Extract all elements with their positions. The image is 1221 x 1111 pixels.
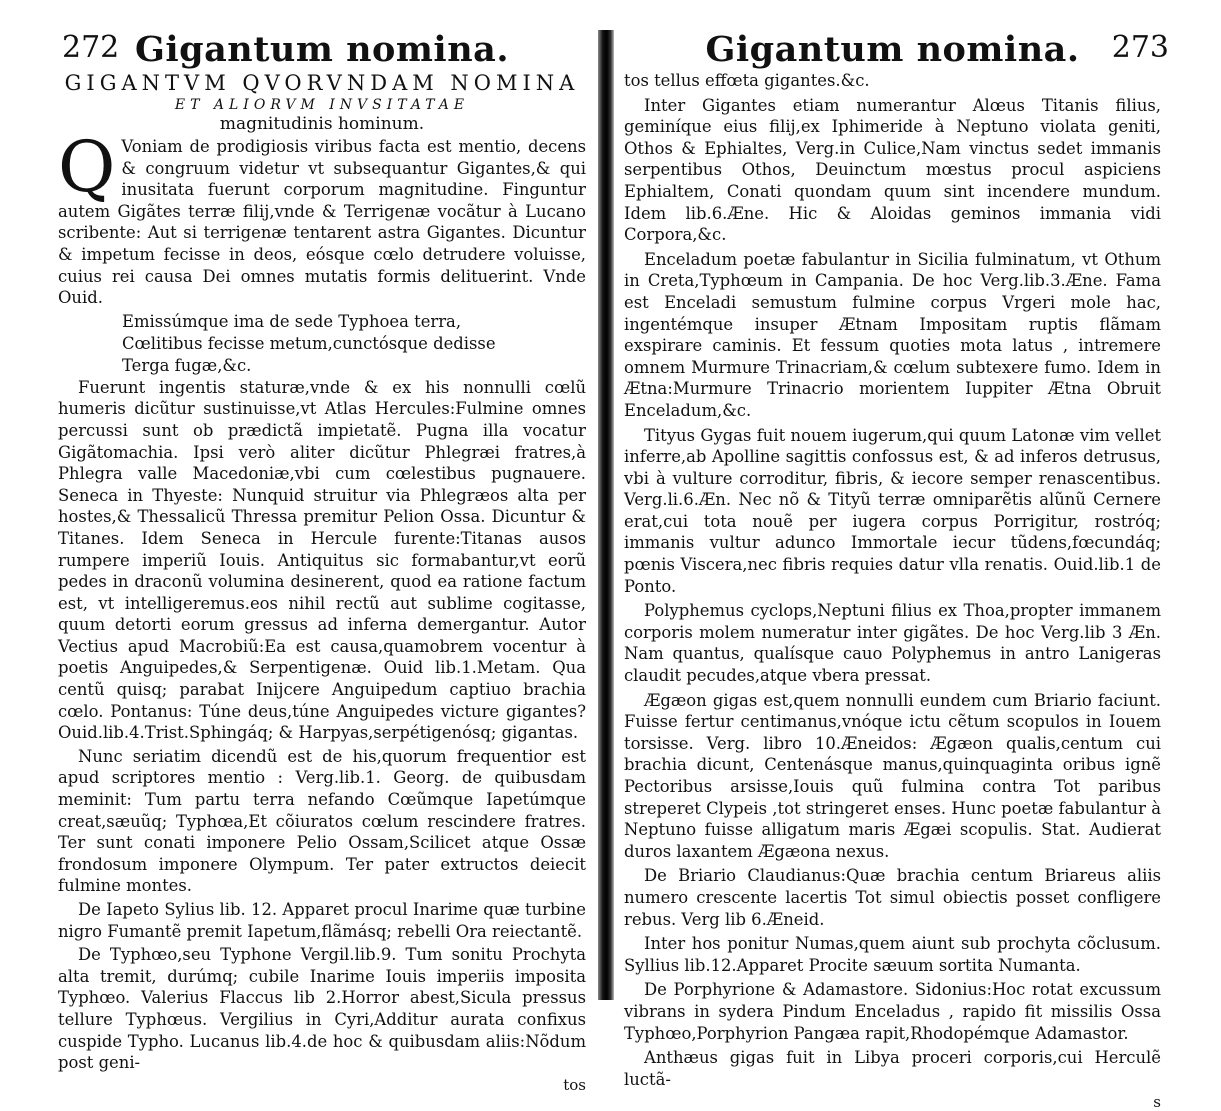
right-page xyxy=(612,0,1221,1111)
paragraph: De Iapeto Sylius lib. 12. Apparet procul Inarime quæ turbine nigro Fumantẽ premit Iapetum,flãmásq; rebelli Ora reiectantẽ. xyxy=(58,900,586,941)
verse-line: Cœlitibus fecisse metum,cunctósque dedisse xyxy=(122,333,496,353)
paragraph: Polyphemus cyclops,Neptuni filius ex Thoa,propter immanem corporis molem numeratur inter gigãtes. De hoc Verg.lib 3 Æn. Nam quantus, qualísque cauo Polyphemus in antro Lanigeras claudit pecudes,atque vbera pressat. xyxy=(624,601,1161,686)
paragraph-text: Voniam de prodigiosis viribus facta est mentio, decens & congruum videtur vt subsequantur Gigantes,& qui inusitata fuerunt corporum magnitudine. Finguntur autem Gigãtes terræ filij,vnde & Terrigenæ vocãtur à Lucano scribente: Aut si terrigenæ tentarent astra Gigantes. Dicuntur & impetum fecisse in deos, eósque cœlo detrudere voluisse, cuius rei causa Dei omnes mutatis formis delituerint. Vnde Ouid. xyxy=(58,137,586,308)
paragraph xyxy=(58,126,586,309)
chapter-subtitle: ET ALIORVM INVSITATAE xyxy=(174,97,470,113)
paragraph: Nunc seriatim dicendũ est de his,quorum frequentior est apud scriptores mentio : Verg.lib.1. Georg. de quibusdam meminit: Tum partu terra nefando Cœũmque Iapetúmque creat,sæuũq; Typhœa,Et cõiuratos cœlum rescindere fratres. Ter sunt conati imponere Pelio Ossam,Scilicet atque Ossæ frondosum imponere Olympum. Ter pater extructos deiecit fulmine montes. xyxy=(58,746,586,896)
paragraph: De Porphyrione & Adamastore. Sidonius:Hoc rotat excussum vibrans in sydera Pindum Enceladus , rapido fit missilis Ossa Typhœo,Porphyrion Pangæa rapit,Rhodopémque Adamastor. xyxy=(624,980,1161,1043)
paragraph: De Briario Claudianus:Quæ brachia centum Briareus aliis numero crescente lacertis Tot simul obiectis posset confligere rebus. Verg lib 6.Æneid. xyxy=(624,866,1161,929)
catchword: s xyxy=(1153,1093,1161,1111)
chapter-title: GIGANTVM QVORVNDAM NOMINA xyxy=(64,71,580,95)
page-number: 273 xyxy=(1111,30,1169,65)
paragraph: Fuerunt ingentis staturæ,vnde & ex his nonnulli cœlũ humeris dicũtur sustinuisse,vt Atlas Hercules:Fulmine omnes percussi sunt ob prædictã impietatẽ. Pugna illa vocatur Gigãtomachia. Ipsi verò aliter dicũtur Phlegræi fratres,à Phlegra valle Macedoniæ,vbi cum cœlestibus pugnauere. Seneca in Thyeste: Nunquid struitur via Phlegræos alta per hostes,& Thessalicũ Thressa premitur Pelion Ossa. Dicuntur & Titanes. Idem Seneca in Hercule furente:Titanas ausos rumpere imperiũ Iouis. Antiquitus sic formabantur,vt eorũ pedes in draconũ volumina desinerent, quod ea ratione factum est, vt intelligeremus.eos nihil rectũ aut sublime cogitasse, quum detorti eorum gressus ad inferna demergantur. Autor Vectius apud Macrobiũ:Ea est causa,quamobrem vocentur à poetis Anguipedes,& Serpentigenæ. Ouid lib.1.Metam. Qua centũ quisq; parabat Inijcere Anguipedum captiuo brachia cœlo. Pontanus: Túne deus,túne Anguipedes victure gigantes? Ouid.lib.4.Trist.Sphingáq; & Harpyas,serpétigenósq; gigantas. xyxy=(58,377,586,743)
running-head: Gigantum nomina. xyxy=(705,29,1080,70)
paragraph: De Typhœo,seu Typhone Vergil.lib.9. Tum sonitu Prochyta alta tremit, durúmq; cubile Inarime Iouis imperiis imposita Typhœo. Valerius Flaccus lib 2.Horror abest,Sicula pressus tellure Typhœus. Vergilius in Cyri,Additur aurata confixus cuspide Typho. Lucanus lib.4.de hoc & quibusdam aliis:Nõdum post geni- xyxy=(58,945,586,1073)
drop-cap: Q xyxy=(58,126,116,208)
running-head: Gigantum nomina. xyxy=(134,29,510,70)
paragraph: Tityus Gygas fuit nouem iugerum,qui quum Latonæ vim vellet inferre,ab Apolline sagittis confossus est, & ad inferos detrusus, vbi à vulture corroditur, fibris, & iecore semper renascentibus. Verg.li.6.Æn. Nec nõ & Tityũ terræ omniparẽtis alũnũ Cernere erat,cui tota nouẽ per iugera corpus Porrigitur, rostróq; immanis vultur adunco Immortale iecur tũdens,fœcundáq; pœnis Viscera,nec fibris requies datur vlla renatis. Ouid.lib.1 de Ponto. xyxy=(624,425,1161,596)
paragraph: Inter hos ponitur Numas,quem aiunt sub prochyta cõclusum. Syllius lib.12.Apparet Procite sæuum sortita Numanta. xyxy=(624,934,1161,975)
catchword: tos xyxy=(563,1075,586,1094)
chapter-subtitle-2: magnitudinis hominum. xyxy=(219,114,425,134)
page-number: 272 xyxy=(62,30,120,65)
verse-line: Terga fugæ,&c. xyxy=(122,355,252,375)
verse-line: Emissúmque ima de sede Typhoea terra, xyxy=(122,311,462,331)
left-page xyxy=(0,0,600,1094)
paragraph: Anthæus gigas fuit in Libya proceri corporis,cui Herculẽ luctã- xyxy=(624,1048,1161,1089)
paragraph: Ægæon gigas est,quem nonnulli eundem cum Briario faciunt. Fuisse fertur centimanus,vnóque ictu cẽtum scopulos in Iouem torsisse. Verg. libro 10.Æneidos: Ægæon qualis,centum cui brachia dicunt, Centenásque manus,quinquaginta oribus ignẽ Pectoribus arsisse,Iouis quũ fulmina contra Tot paribus streperet Clypeis ,tot stringeret enses. Hunc poetæ fabulantur à Neptuno fuisse alligatum maris Ægæi scopulis. Stat. Audierat duros laxantem Ægæona nexus. xyxy=(624,690,1161,861)
paragraph: Enceladum poetæ fabulantur in Sicilia fulminatum, vt Othum in Creta,Typhœum in Campania. De hoc Verg.lib.3.Æne. Fama est Enceladi semustum fulmine corpus Vrgeri mole hac, ingentémque insuper Ætnam Impositam ruptis flãmam exspirare caminis. Et fessum quoties mota latus , intremere omnem Murmure Trinacriam,& cœlum subtexere fumo. Idem in Ætna:Murmure Trinacrio morientem Iuppiter Ætna Obruit Enceladum,&c. xyxy=(624,249,1161,420)
paragraph: tos tellus effœta gigantes.&c. xyxy=(624,71,870,90)
paragraph: Inter Gigantes etiam numerantur Alœus Titanis filius, geminíque eius filij,ex Iphimeride à Neptuno violata geniti, Othos & Ephialtes, Verg.in Culice,Nam vinctus sedet immanis serpentibus Othos, Deuinctum mœstus procul aspiciens Ephialtem, Conati quondam quum sint incendere mundum. Idem lib.6.Æne. Hic & Aloidas geminos immania vidi Corpora,&c. xyxy=(624,95,1161,245)
